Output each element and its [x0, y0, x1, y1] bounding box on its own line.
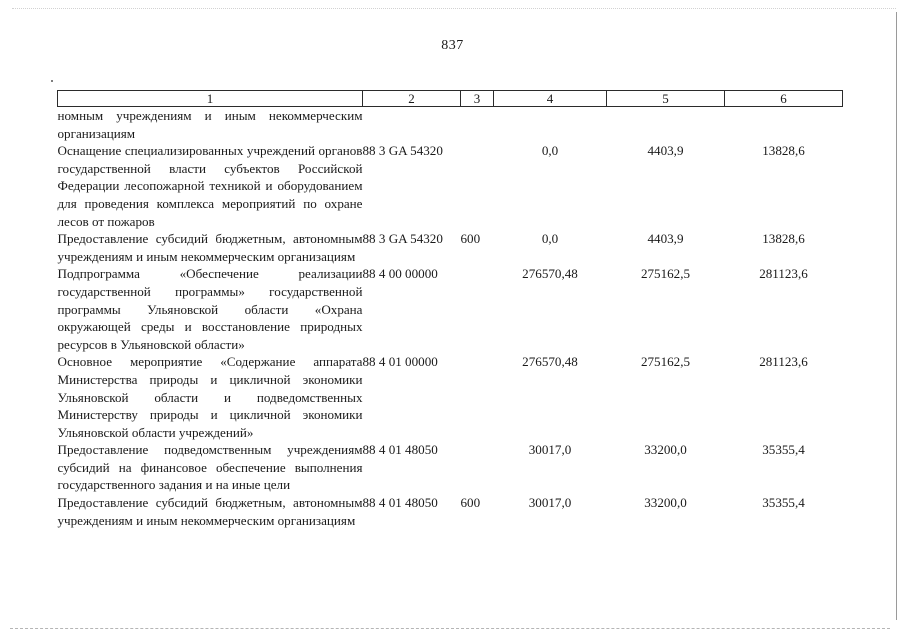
row-value-col6: 281123,6: [759, 354, 808, 370]
row-name-cell: номным учреждениям и иным некоммерческим организациям: [57, 108, 363, 141]
table-row: [58, 230, 843, 265]
row-code-cell: [363, 107, 461, 143]
row-value-col5: 275162,5: [640, 354, 691, 370]
header-col-4: 4: [494, 91, 607, 107]
table-row: [58, 265, 843, 353]
table-body: [58, 107, 843, 530]
row-code-cell: 88 4 01 48050: [362, 442, 438, 458]
row-value-col5: 4403,9: [647, 143, 684, 159]
header-col-2: 2: [363, 91, 461, 107]
scan-edge-bottom: [10, 628, 890, 629]
table-header-row: [58, 91, 843, 107]
table-row: [58, 494, 843, 529]
row-type-cell: [461, 142, 494, 230]
row-value-col5: 33200,0: [644, 495, 687, 511]
table-row: [58, 142, 843, 230]
header-col-1: 1: [58, 91, 363, 107]
row-value-col6: 281123,6: [759, 266, 808, 282]
row-name-cell: Предоставление субсидий бюджетным, автономным учреждениям и иным некоммерческим организациям: [57, 231, 363, 264]
row-value-col6: 35355,4: [762, 495, 805, 511]
row-name-cell: Предоставление субсидий бюджетным, автономным учреждениям и иным некоммерческим организациям: [57, 495, 363, 528]
row-value-col5: 4403,9: [647, 231, 684, 247]
row-value-col4: 276570,48: [522, 354, 578, 370]
table-row: [58, 107, 843, 143]
row-code-cell: 88 4 01 00000: [362, 354, 438, 370]
row-type-cell: [461, 353, 494, 441]
row-value-col6: 35355,4: [762, 442, 805, 458]
table-row: [58, 353, 843, 441]
row-value-col5: [607, 107, 725, 143]
row-value-col5: 33200,0: [644, 442, 687, 458]
row-type-cell: [461, 265, 494, 353]
row-value-col4: 30017,0: [528, 495, 572, 511]
row-code-cell: 88 4 00 00000: [362, 266, 438, 282]
row-name-cell: Предоставление подведомственным учреждениям субсидий на финансовое обеспечение выполнения государственного задания и на иные цели: [57, 442, 363, 493]
table-row: [58, 441, 843, 494]
row-type-cell: [461, 441, 494, 494]
header-col-6: 6: [725, 91, 843, 107]
row-value-col6: 13828,6: [762, 143, 805, 159]
scan-speck: [51, 80, 53, 82]
row-value-col4: 276570,48: [522, 266, 578, 282]
row-value-col4: 0,0: [541, 143, 559, 159]
row-type-cell: 600: [460, 495, 481, 511]
row-value-col4: 30017,0: [528, 442, 572, 458]
scan-edge-top: [12, 8, 896, 9]
row-name-cell: Оснащение специализированных учреждений органов государственной власти субъектов Российской Федерации лесопожарной техникой и оборудованием для проведения комплекса мероприятий по охране лесов от пожаров: [57, 143, 363, 229]
row-value-col6: [725, 107, 843, 143]
row-code-cell: 88 3 GA 54320: [362, 231, 443, 247]
page-number: 837: [441, 38, 464, 53]
row-value-col6: 13828,6: [762, 231, 805, 247]
row-name-cell: Основное мероприятие «Содержание аппарата Министерства природы и цикличной экономики Ульяновской области и подведомственных Министерству природы и цикличной экономики Ульяновской области учреждений»: [57, 354, 363, 440]
scan-edge-right: [896, 12, 897, 620]
row-type-cell: 600: [460, 231, 481, 247]
budget-table: [57, 90, 843, 529]
row-value-col5: 275162,5: [640, 266, 691, 282]
header-col-3: 3: [461, 91, 494, 107]
row-code-cell: 88 4 01 48050: [362, 495, 438, 511]
row-type-cell: [461, 107, 494, 143]
row-value-col4: [494, 107, 607, 143]
row-code-cell: 88 3 GA 54320: [362, 143, 443, 159]
header-col-5: 5: [607, 91, 725, 107]
row-name-cell: Подпрограмма «Обеспечение реализации государственной программы» государственной программы Ульяновской области «Охрана окружающей среды и восстановление природных ресурсов в Ульяновской области»: [57, 266, 363, 352]
row-value-col4: 0,0: [541, 231, 559, 247]
